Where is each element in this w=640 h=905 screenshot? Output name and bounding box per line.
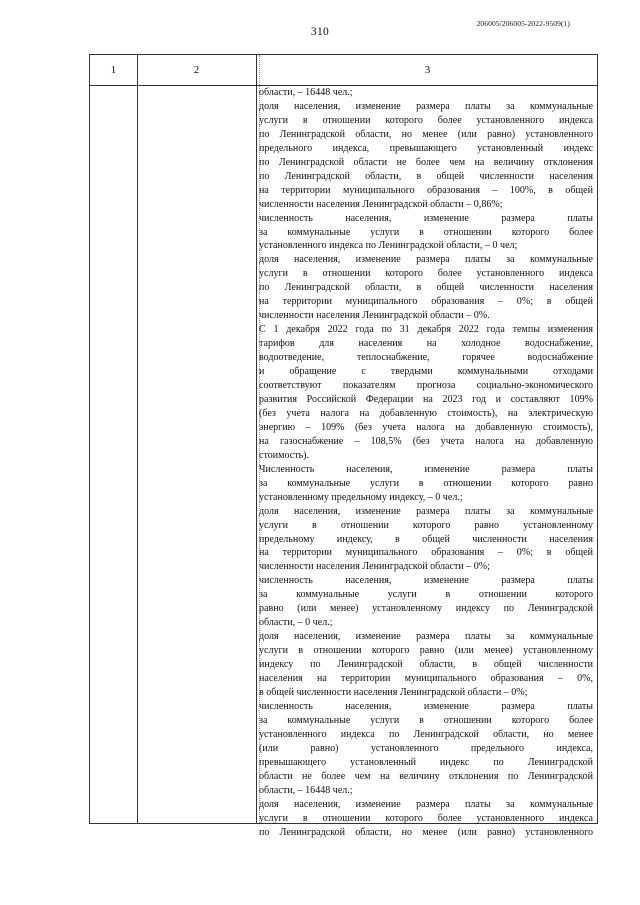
text-line: развития Российской Федерации на 2023 год и составляют 109% — [259, 393, 593, 405]
text-line: на газоснабжение – 108,5% (без учета налога на добавленную — [259, 435, 593, 447]
text-line: на территории муниципального образования – 0%; в общей — [259, 296, 593, 308]
text-line: установленному предельному индексу, – 0 чел.; — [259, 491, 463, 503]
text-line: предельному индексу, в общей численности населения — [259, 533, 593, 545]
text-line: Численность населения, изменение размера платы — [259, 463, 593, 475]
content-table — [89, 54, 598, 838]
text-line: услуги в отношении которого более установленного индекса — [259, 114, 593, 126]
text-line: за коммунальные услуги в отношении которого более — [259, 714, 593, 726]
text-line: стоимость). — [259, 449, 310, 461]
text-line: численности населения Ленинградской области – 0%. — [259, 310, 490, 322]
text-line: за коммунальные услуги в отношении которого равно — [259, 477, 593, 489]
text-line: водоотведение, теплоснабжение, горячее водоснабжение — [259, 352, 593, 364]
text-line: энергию – 109% (без учета налога на добавленную стоимость), — [259, 421, 593, 433]
text-line: за коммунальные услуги в отношении которого — [259, 589, 593, 601]
text-line: С 1 декабря 2022 года по 31 декабря 2022 года темпы изменения — [259, 324, 593, 336]
text-line: в общей численности населения Ленинградской области – 0%; — [259, 686, 528, 698]
text-line: услуги в отношении которого равно (или менее) установленному — [259, 645, 593, 657]
page-number: 310 — [310, 26, 330, 38]
text-line: индексу по Ленинградской области, в общей численности — [259, 659, 593, 671]
text-line: услуги в отношении которого более установленного индекса — [259, 812, 593, 824]
text-line: области, – 16448 чел.; — [259, 784, 353, 796]
text-line: на территории муниципального образования – 100%, в общей — [259, 184, 593, 196]
column-3-text — [259, 86, 593, 839]
column-divider-1 — [137, 55, 138, 823]
text-line: численности населения Ленинградской области – 0,86%; — [259, 198, 503, 210]
text-line: доля населения, изменение размера платы за коммунальные — [259, 254, 593, 266]
text-line: численность населения, изменение размера платы — [259, 700, 593, 712]
text-line: и обращение с твердыми коммунальными отходами — [259, 366, 593, 378]
text-line: области не более чем на величину отклонения по Ленинградской — [259, 770, 593, 782]
text-line: по Ленинградской области, но менее (или равно) установленного — [259, 826, 593, 838]
text-line: по Ленинградской области, но менее (или равно) установленного — [259, 128, 593, 140]
text-line: соответствуют показателям прогноза социально-экономического — [259, 380, 593, 392]
text-line: услуги в отношении которого более установленного индекса — [259, 268, 593, 280]
text-line: (без учета налога на добавленную стоимость), на электрическую — [259, 407, 593, 419]
text-line: за коммунальные услуги в отношении которого более — [259, 226, 593, 238]
text-line: доля населения, изменение размера платы за коммунальные — [259, 798, 593, 810]
text-line: доля населения, изменение размера платы за коммунальные — [259, 100, 593, 112]
text-line: области, – 16448 чел.; — [259, 87, 353, 98]
text-line: установленного индекса по Ленинградской области, но менее — [259, 728, 593, 740]
text-line: (или равно) установленного предельного индекса, — [259, 742, 593, 754]
text-line: численности населения Ленинградской области – 0%; — [259, 561, 490, 573]
text-line: области, – 0 чел.; — [259, 617, 333, 629]
text-line: численность населения, изменение размера платы — [259, 212, 593, 224]
text-line: на территории муниципального образования – 0%; в общей — [259, 547, 593, 559]
text-line: тарифов для населения на холодное водоснабжение, — [259, 338, 593, 350]
text-line: по Ленинградской области, в общей численности населения — [259, 170, 593, 182]
text-line: населения на территории муниципального образования – 0%, — [259, 673, 593, 685]
text-line: по Ленинградской области не более чем на величину отклонения — [259, 156, 593, 168]
text-line: установленного индекса по Ленинградской области, – 0 чел; — [259, 240, 518, 252]
text-line: равно (или менее) установленному индексу по Ленинградской — [259, 603, 593, 615]
column-header-3: 3 — [424, 64, 431, 76]
text-line: численность населения, изменение размера платы — [259, 575, 593, 587]
text-line: доля населения, изменение размера платы за коммунальные — [259, 631, 593, 643]
text-line: превышающего установленный индекс по Ленинградской — [259, 756, 593, 768]
text-line: предельного индекса, превышающего установленный индекс — [259, 142, 593, 154]
text-line: доля населения, изменение размера платы за коммунальные — [259, 505, 593, 517]
column-header-1: 1 — [110, 64, 117, 76]
document-id: 206005/206005-2022-9509(1) — [476, 19, 570, 28]
text-line: по Ленинградской области, в общей численности населения — [259, 282, 593, 294]
column-divider-2 — [256, 55, 257, 823]
column-header-2: 2 — [193, 64, 200, 76]
text-line: услуги в отношении которого равно установленному — [259, 519, 593, 531]
